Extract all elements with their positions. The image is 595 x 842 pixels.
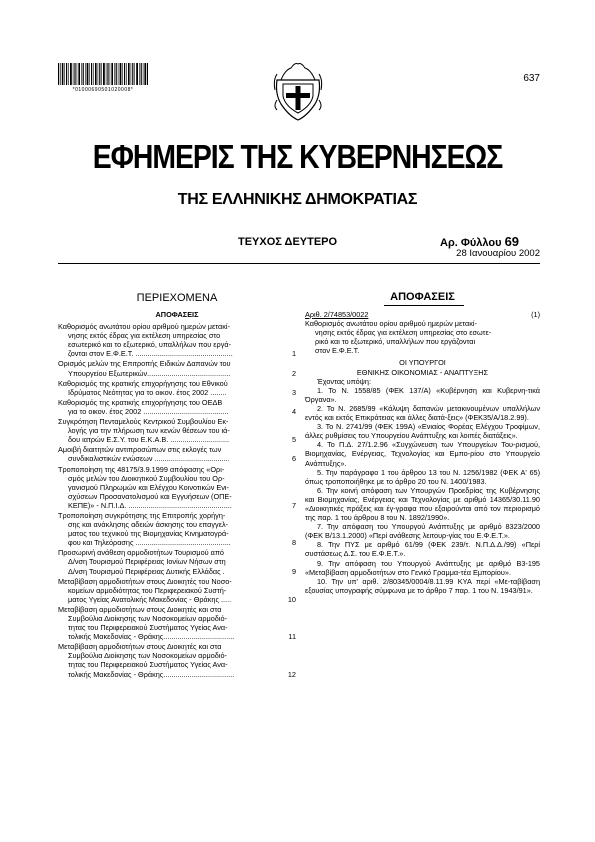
authority-line-2: ΕΘΝΙΚΗΣ ΟΙΚΟΝΟΜΙΑΣ - ΑΝΑΠΤΥΞΗΣ bbox=[356, 367, 489, 377]
contents-item-text bbox=[58, 417, 282, 444]
contents-item-line: σμός μελών του Διοικητικού Συμβουλίου του Ορ- bbox=[68, 473, 225, 483]
contents-item-line: τητας του Περιφερειακού Συστήματος Υγείας Ανα- bbox=[68, 660, 228, 670]
contents-item-line: ματος του τεχνικού της Βιομηχανίας Κινηματογρά- bbox=[68, 529, 229, 539]
decision-paragraph: 2. Το Ν. 2685/99 «Κάλυψη δαπανών μετακινουμένων υπαλλήλων εντός και εκτός Επικράτειας και άλλες διατά-ξεις» (ΦΕΚ35/Α/18.2.99). bbox=[305, 403, 540, 423]
authority-line-1: ΟΙ ΥΠΟΥΡΓΟΙ bbox=[399, 358, 446, 368]
contents-subheading: ΑΠΟΦΑΣΕΙΣ bbox=[155, 310, 199, 319]
decision-paragraph: 7. Την απόφαση του Υπουργού Ανάπτυξης με αριθμό 8323/2000 (ΦΕΚ Β/13.1.2000) «Περί ανάθεσης λειτουρ-γίας του Ε.Φ.Ε.Τ.». bbox=[305, 522, 540, 541]
contents-item-line: Δ/νση Τουρισμού Περιφέρειας Ιονίων Νήσων στη bbox=[68, 557, 226, 567]
contents-item-line: ΚΕΠΕ)» - Ν.Π.Ι.Δ. ................................................... bbox=[68, 500, 232, 510]
decision-paragraph: 10. Την υπ' αριθ. 2/80345/0004/8.11.99 ΚΥΑ περί «Με-ταβίβαση εξουσίας υπογραφής σύμφωνα με το άρθρο 7 παρ. 1 του Ν. 1943/91». bbox=[305, 576, 540, 595]
contents-item bbox=[58, 322, 296, 358]
barcode-number: *01000690501020008* bbox=[72, 87, 134, 93]
contents-item-text bbox=[58, 642, 282, 678]
having-in-view: Έχοντας υπόψη: bbox=[317, 376, 371, 386]
contents-item-line: σης και ανάκλησης αδειών άσκησης του επαγγελ- bbox=[68, 520, 229, 530]
contents-item-page: 7 bbox=[291, 500, 296, 510]
contents-list bbox=[58, 322, 296, 679]
decision-paragraph: 9. Την απόφαση του Υπουργού Ανάπτυξης με αριθμό Β3-195 «Μεταβίβαση αρμοδιοτήτων στο Γενικό Γραμμα-τέα Εμπορίου». bbox=[305, 558, 540, 577]
contents-item-text bbox=[58, 577, 282, 604]
contents-item-line: Τροποποίηση της 48175/3.9.1999 απόφασης «Ορι- bbox=[58, 464, 225, 474]
header-rule bbox=[58, 263, 540, 264]
contents-item-line: Τροποποίηση συγκρότησης της Επιτροπής χορήγη- bbox=[58, 510, 226, 520]
contents-item bbox=[58, 398, 296, 416]
decision-paragraph: 4. Το Π.Δ. 27/1.2.96 «Συγχώνευση των Υπουργείων Του-ρισμού, Βιομηχανίας, Ενέργειας, Τεχνολογίας και Εμπο-ρίου στο Υπουργείο Ανάπτυξης». bbox=[305, 440, 540, 468]
contents-item-line: Συμβούλια Διοίκησης των Νοσοκομείων αρμοδιό- bbox=[68, 651, 227, 661]
contents-item bbox=[58, 445, 296, 463]
contents-item-text bbox=[58, 322, 282, 358]
contents-item-page: 10 bbox=[287, 594, 296, 604]
contents-item-line: Υπουργείου Εξωτερικών......................................... bbox=[68, 368, 231, 378]
gazette-title: ΕΦΗΜΕΡΙΣ ΤΗΣ ΚΥΒΕΡΝΗΣΕΩΣ bbox=[92, 138, 503, 175]
decision-title bbox=[305, 319, 540, 355]
contents-item bbox=[58, 548, 296, 575]
contents-item-line: ματος Υγείας Ανατολικής Μακεδονίας - Θράκης ..... bbox=[68, 594, 232, 604]
contents-item-text bbox=[58, 465, 282, 510]
contents-item bbox=[58, 642, 296, 678]
contents-item-text bbox=[58, 359, 282, 377]
contents-item-page: 6 bbox=[291, 454, 296, 464]
decision-column bbox=[305, 290, 540, 595]
contents-item-line: δου ιατρών Ε.Σ.Υ. του Ε.Κ.Α.Β. ............................. bbox=[68, 435, 230, 445]
greek-coat-of-arms-icon bbox=[271, 60, 325, 122]
contents-item-text bbox=[58, 605, 282, 641]
decision-paragraph: 1. Το Ν. 1558/85 (ΦΕΚ 137/Α) «Κυβέρνηση και Κυβερνη-τικά Όργανα». bbox=[305, 385, 540, 404]
contents-item-page: 3 bbox=[291, 387, 296, 397]
contents-item-page: 8 bbox=[291, 538, 296, 548]
contents-column bbox=[58, 290, 296, 680]
contents-item-line: Συμβούλια Διοίκησης των Νοσοκομείων αρμοδιό- bbox=[68, 614, 227, 623]
contents-item-line: τολικής Μακεδονίας - Θράκης................................... bbox=[68, 669, 235, 679]
contents-item bbox=[58, 359, 296, 377]
contents-item-line: κομείων αρμοδιότητας του Περιφερειακού Συστή- bbox=[68, 585, 227, 595]
contents-item-page: 12 bbox=[287, 669, 296, 679]
page-number: 637 bbox=[523, 73, 540, 84]
contents-item-line: Μεταβίβαση αρμοδιοτήτων στους Διοικητές και στα bbox=[58, 642, 222, 652]
contents-item-line: Καθορισμός της κρατικής επιχορήγησης του Εθνικού bbox=[58, 378, 228, 388]
sheet-number-value: 69 bbox=[504, 234, 520, 249]
contents-item-line: Δ/νση Τουρισμού Περιφέρειας Δυτικής Ελλάδας . bbox=[68, 566, 225, 576]
decision-paragraph: 5. Την παράγραφο 1 του άρθρου 13 του Ν. 1256/1982 (ΦΕΚ Α' 65) όπως τροποποιήθηκε με το άρθρο 20 του Ν. 1400/1983. bbox=[305, 467, 540, 486]
contents-item-line: τητας του Περιφερειακού Συστήματος Υγείας Ανα- bbox=[68, 623, 228, 633]
contents-item-line: για το οικον. έτος 2002 .......................................... bbox=[68, 406, 229, 416]
decision-title-line: Καθορισμός ανωτάτου ορίου αριθμού ημερών μετακί- bbox=[305, 319, 477, 329]
contents-item-line: Καθορισμός ανωτάτου ορίου αριθμού ημερών μετακί- bbox=[58, 322, 230, 332]
decision-paragraph: 8. Την ΠΥΣ με αριθμό 61/99 (ΦΕΚ 239/τ. Ν.Π.Δ.Δ./99) «Περί συστάσεως Δ.Σ. του Ε.Φ.Ε.Τ.». bbox=[305, 540, 540, 559]
contents-item-line: Μεταβίβαση αρμοδιοτήτων στους Διοικητές και στα bbox=[58, 604, 222, 614]
sheet-number bbox=[440, 234, 519, 249]
decision-paragraphs bbox=[305, 386, 540, 595]
contents-item-line: Ορισμός μελών της Επιτροπής Ειδικών Δαπανών του bbox=[58, 359, 231, 369]
contents-item-line: Μεταβίβαση αρμοδιοτήτων στους Διοικητές του Νοσο- bbox=[58, 576, 232, 586]
decision-paragraph: 6. Την κοινή απόφαση των Υπουργών Προεδρίας της Κυβέρνησης και Βιομηχανίας, Ενέργειας και Τεχνολογίας με αριθμό 14365/30.11.90 «Διοικητικές πράξεις και έγ-γραφα που εξαιρούνται από τον περιορισμό της παρ. 1 του άρθρου 8 του Ν. 1892/1990». bbox=[305, 485, 540, 523]
contents-item-line: συνδικαλιστικών ενώσεων ..................................... bbox=[68, 454, 230, 464]
contents-item-line: Καθορισμός της κρατικής επιχορήγησης του ΟΕΔΒ bbox=[58, 397, 223, 407]
contents-item-line: ζονται στον Ε.Φ.Ε.Τ. ................................................ bbox=[68, 349, 233, 359]
contents-item-line: Αμοιβή διαιτητών αντιπροσώπων στις εκλογές των bbox=[58, 445, 222, 455]
contents-item bbox=[58, 379, 296, 397]
contents-item bbox=[58, 417, 296, 444]
contents-item-text bbox=[58, 398, 282, 416]
contents-item-line: λογής για την πλήρωση των κενών θέσεων του ιά- bbox=[68, 426, 230, 436]
contents-item bbox=[58, 511, 296, 547]
decision-ref-index: (1) bbox=[531, 310, 540, 319]
contents-item-line: γανισμού Πληρωμών και Ελέγχου Κοινοτικών Ενι- bbox=[68, 482, 229, 492]
contents-item-line: νησης εκτός έδρας για εκτέλεση υπηρεσίας στο bbox=[68, 331, 221, 341]
contents-item bbox=[58, 605, 296, 641]
contents-item-line: φου και Τηλεόρασης ............................................... bbox=[68, 538, 231, 548]
contents-item-line: Προσωρινή ανάθεση αρμοδιοτήτων Τουρισμού από bbox=[58, 548, 224, 558]
contents-item-page: 11 bbox=[288, 632, 296, 642]
contents-item-line: Ιδρύματος Νεότητας για το οικον. έτος 2002 ........ bbox=[68, 387, 227, 397]
barcode bbox=[58, 63, 148, 85]
contents-item-page: 1 bbox=[291, 349, 296, 359]
gazette-subtitle: ΤΗΣ ΕΛΛΗΝΙΚΗΣ ΔΗΜΟΚΡΑΤΙΑΣ bbox=[177, 191, 418, 208]
contents-item-text bbox=[58, 379, 282, 397]
contents-item-text bbox=[58, 511, 282, 547]
contents-item-text bbox=[58, 548, 282, 575]
contents-item bbox=[58, 577, 296, 604]
issue-type: ΤΕΥΧΟΣ ΔΕΥΤΕΡΟ bbox=[238, 236, 338, 248]
issue-date: 28 Ιανουαρίου 2002 bbox=[456, 248, 540, 259]
decision-reference bbox=[305, 310, 540, 319]
contents-item-line: Συγκρότηση Πενταμελούς Κεντρικού Συμβουλίου Εκ- bbox=[58, 417, 229, 427]
decisions-heading: ΑΠΟΦΑΣΕΙΣ bbox=[390, 291, 455, 303]
contents-item-text bbox=[58, 445, 282, 463]
contents-item-line: τολικής Μακεδονίας - Θράκης................................... bbox=[68, 632, 235, 642]
contents-item-page: 2 bbox=[291, 368, 296, 378]
contents-item bbox=[58, 465, 296, 510]
contents-item-line: σχύσεων Προσανατολισμού και Εγγυήσεων (ΟΠΕ- bbox=[68, 491, 232, 501]
decision-ref-number: Αριθ. 2/74853/0022 bbox=[305, 310, 369, 319]
contents-item-line: εσωτερικό και το εξωτερικό, υπαλλήλων που εργά- bbox=[68, 340, 232, 350]
decision-title-line: νησης εκτός έδρας για εκτέλεση υπηρεσίας στο εσωτε- bbox=[315, 328, 492, 338]
contents-item-page: 9 bbox=[291, 566, 296, 576]
decision-title-line: στον Ε.Φ.Ε.Τ. bbox=[315, 346, 360, 356]
contents-item-page: 4 bbox=[291, 406, 296, 416]
contents-item-page: 5 bbox=[291, 435, 296, 445]
sheet-prefix: Αρ. Φύλλου bbox=[440, 237, 502, 249]
contents-heading: ΠΕΡΙΕΧΟΜΕΝΑ bbox=[136, 292, 218, 304]
decision-title-line: ρικό και το εξωτερικό, υπαλλήλων που εργάζονται bbox=[315, 337, 476, 347]
decision-paragraph: 3. Το Ν. 2741/99 (ΦΕΚ 199Α) «Ενιαίος Φορέας Ελέγχου Τροφίμων, άλλες ρυθμίσεις του Υπουργείου Ανάπτυξης και λοιπές διατάξεις». bbox=[305, 422, 540, 441]
